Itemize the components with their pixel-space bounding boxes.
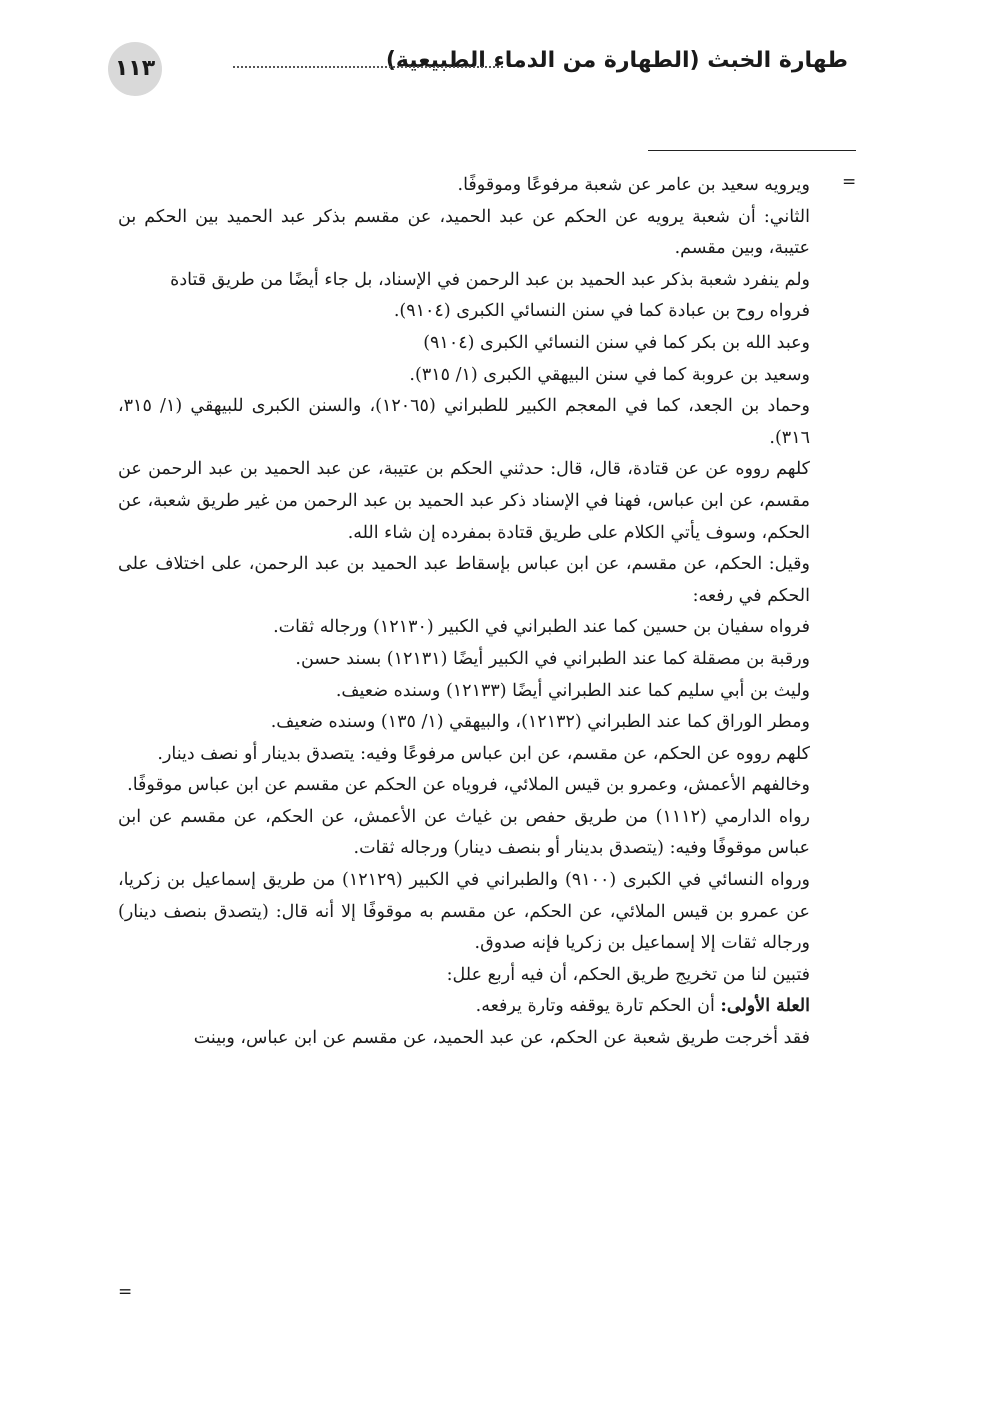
text-line: فرواه سفيان بن حسين كما عند الطبراني في الكبير (١٢١٣٠) ورجاله ثقات. bbox=[273, 617, 810, 638]
continuation-marker-bottom: = bbox=[118, 1282, 133, 1302]
text-line: الثاني: أن شعبة يرويه عن الحكم عن عبد الحميد، عن مقسم بذكر عبد الحميد بين الحكم بن عتيبة، وبين مقسم. bbox=[118, 206, 810, 259]
text-line: فتبين لنا من تخريج طريق الحكم، أن فيه أربع علل: bbox=[446, 964, 810, 985]
text-line: وسعيد بن عروبة كما في سنن البيهقي الكبرى (١/ ٣١٥). bbox=[409, 364, 810, 385]
text-line: ويرويه سعيد بن عامر عن شعبة مرفوعًا وموقوفًا. bbox=[457, 175, 810, 195]
footnote-separator bbox=[648, 150, 856, 151]
first-illness-text: أن الحكم تارة يوقفه وتارة يرفعه. bbox=[475, 996, 715, 1017]
text-line: ولم ينفرد شعبة بذكر عبد الحميد بن عبد الرحمن في الإسناد، بل جاء أيضًا من طريق قتادة bbox=[170, 269, 810, 290]
text-line: فرواه روح بن عبادة كما في سنن النسائي الكبرى (٩١٠٤). bbox=[393, 301, 810, 322]
continuation-marker-top: = bbox=[842, 172, 857, 192]
text-line: كلهم رووه عن الحكم، عن مقسم، عن ابن عباس مرفوعًا وفيه: يتصدق بدينار أو نصف دينار. bbox=[157, 743, 810, 764]
text-line: وخالفهم الأعمش، وعمرو بن قيس الملائي، فروياه عن الحكم عن مقسم عن ابن عباس موقوفًا. bbox=[127, 775, 810, 796]
text-line: ورواه النسائي في الكبرى (٩١٠٠) والطبراني في الكبير (١٢١٢٩) من طريق إسماعيل بن زكريا، عن عمرو بن قيس الملائي، عن الحكم، عن مقسم به موقوفًا إلا أنه قال: (يتصدق بنصف دينار) ورجاله ثقات إلا إسماعيل بن زكريا فإنه صدوق. bbox=[118, 870, 810, 954]
first-illness-label: العلة الأولى: bbox=[720, 996, 810, 1017]
text-line: وقيل: الحكم، عن مقسم، عن ابن عباس بإسقاط عبد الحميد بن عبد الرحمن، على اختلاف على الحكم في رفعه: bbox=[118, 554, 810, 606]
page-number-badge: ١١٣ bbox=[108, 42, 162, 96]
text-line: وليث بن أبي سليم كما عند الطبراني أيضًا (١٢١٣٣) وسنده ضعيف. bbox=[335, 680, 810, 701]
text-line: ومطر الوراق كما عند الطبراني (١٢١٣٢)، والبيهقي (١/ ١٣٥) وسنده ضعيف. bbox=[270, 712, 810, 733]
text-line: رواه الدارمي (١١١٢) من طريق حفص بن غياث عن الأعمش، عن الحكم، عن مقسم عن ابن عباس موقوفًا وفيه: (يتصدق بدينار أو بنصف دينار) ورجاله ثقات. bbox=[118, 806, 810, 859]
text-line: فقد أخرجت طريق شعبة عن الحكم، عن عبد الحميد، عن مقسم عن ابن عباس، وبينت bbox=[193, 1028, 810, 1049]
text-line: وحماد بن الجعد، كما في المعجم الكبير للطبراني (١٢٠٦٥)، والسنن الكبرى للبيهقي (١/ ٣١٥، ٣١٦). bbox=[118, 396, 810, 448]
text-line: كلهم رووه عن عن قتادة، قال، قال: حدثني الحكم بن عتيبة، عن عبد الحميد بن عبد الرحمن عن مقسم، عن ابن عباس، فهنا في الإسناد ذكر عبد الحميد بن عبد الرحمن من غير طريق شعبة، عن الحكم، وسوف يأتي الكلام على طريق قتادة بمفرده إن شاء الله. bbox=[118, 459, 810, 543]
page-header bbox=[108, 42, 848, 98]
text-line bbox=[118, 991, 810, 1023]
text-line: وعبد الله بن بكر كما في سنن النسائي الكبرى (٩١٠٤) bbox=[423, 332, 810, 353]
footnote-body bbox=[118, 170, 810, 1055]
running-title: طهارة الخبث (الطهارة من الدماء الطبيعية) bbox=[385, 48, 848, 73]
header-dotted-leader bbox=[233, 58, 503, 68]
text-line: ورقبة بن مصقلة كما عند الطبراني في الكبير أيضًا (١٢١٣١) بسند حسن. bbox=[295, 648, 810, 669]
